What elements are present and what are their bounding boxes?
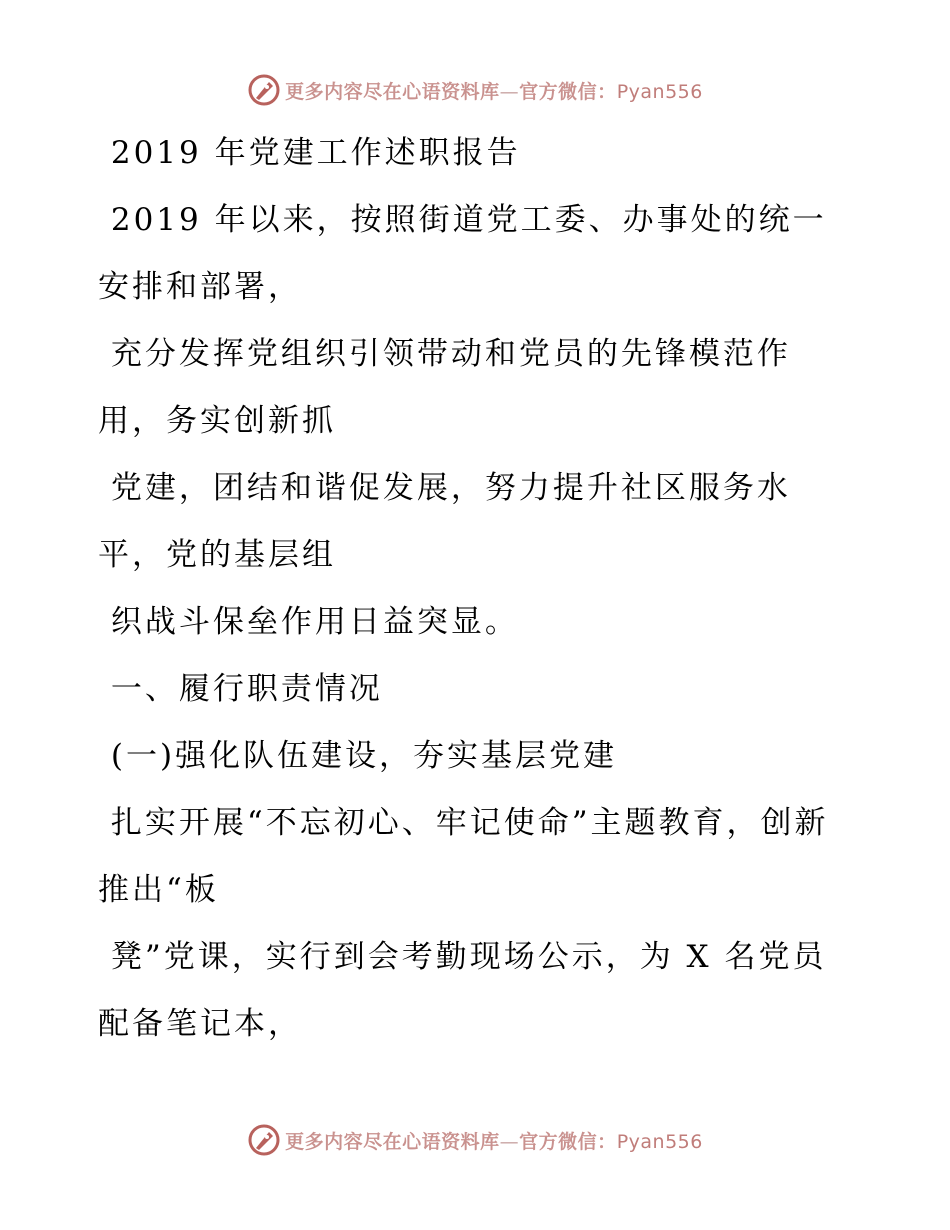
watermark-dash: —	[499, 1130, 520, 1153]
watermark-title: 更多内容尽在心语资料库	[285, 1130, 500, 1153]
paragraph: 充分发挥党组织引领带动和党员的先锋模范作用，务实创新抓	[98, 336, 791, 439]
watermark-dash: —	[499, 80, 520, 103]
header-watermark	[0, 70, 950, 110]
footer-watermark	[0, 1120, 950, 1160]
pen-nib-logo-icon	[247, 73, 281, 107]
paragraph: 扎实开展“不忘初心、牢记使命”主题教育，创新推出“板	[98, 805, 829, 908]
paragraph: 党建，团结和谐促发展，努力提升社区服务水平，党的基层组	[98, 470, 791, 573]
document-body	[98, 120, 858, 1058]
paragraph: 2019 年以来，按照街道党工委、办事处的统一安排和部署，	[98, 202, 827, 305]
subsection-heading: (一)强化队伍建设，夯实基层党建	[98, 738, 618, 774]
watermark-text	[285, 1127, 703, 1154]
watermark-suffix: 官方微信：	[519, 80, 617, 103]
watermark-suffix: 官方微信：	[519, 1130, 617, 1153]
watermark-title: 更多内容尽在心语资料库	[285, 80, 500, 103]
watermark-wechat-id: Pyan556	[616, 80, 703, 103]
watermark-text	[285, 77, 703, 104]
pen-nib-logo-icon	[247, 1123, 281, 1157]
paragraph: 织战斗保垒作用日益突显。	[98, 604, 519, 640]
paragraph: 凳”党课，实行到会考勤现场公示，为 X 名党员配备笔记本，	[98, 939, 827, 1042]
watermark-wechat-id: Pyan556	[616, 1130, 703, 1153]
document-title: 2019 年党建工作述职报告	[98, 135, 521, 171]
section-heading: 一、履行职责情况	[98, 671, 383, 707]
